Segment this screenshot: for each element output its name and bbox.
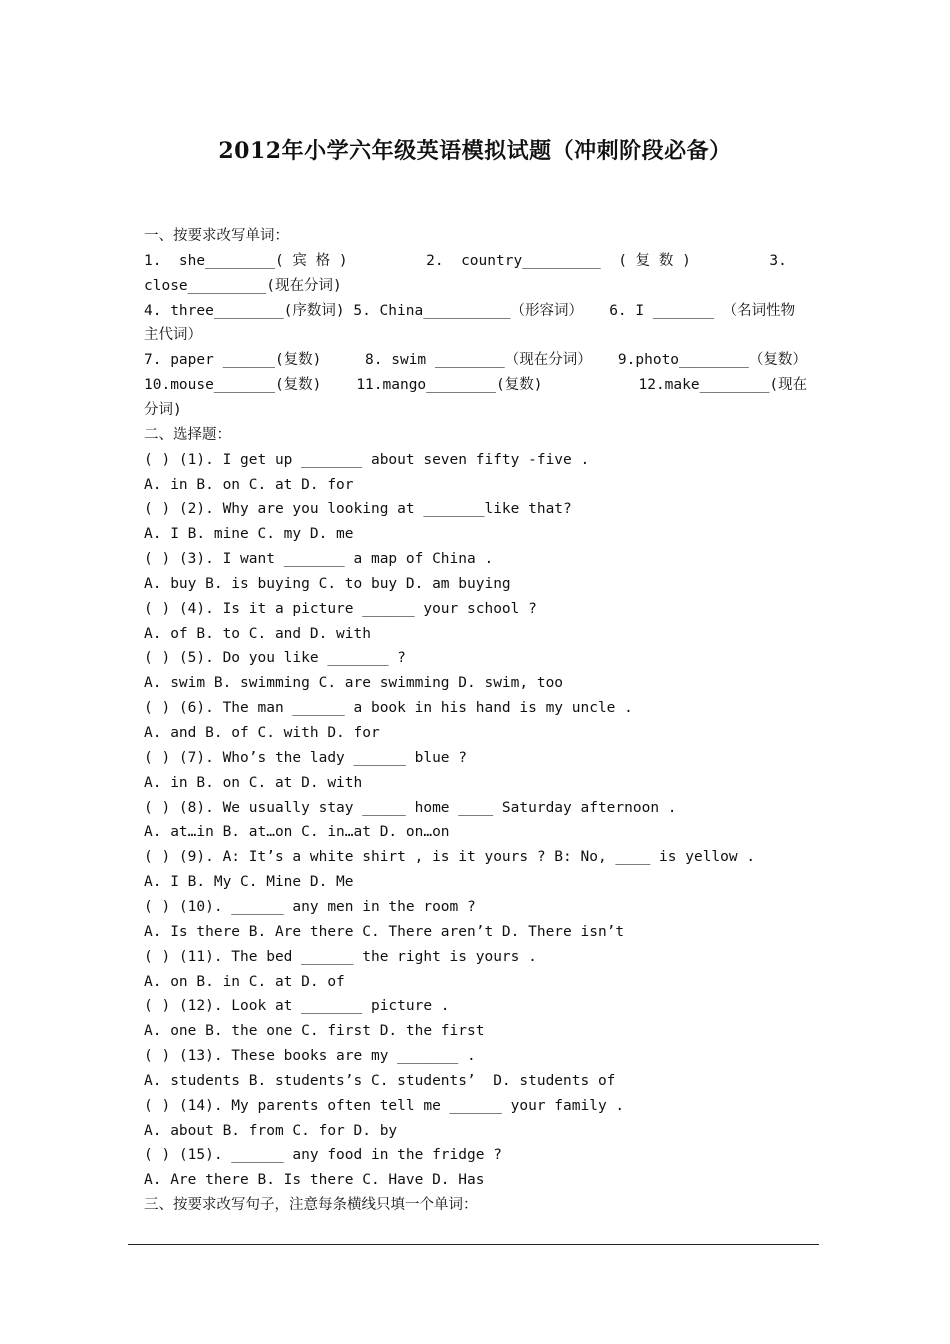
answer-options: A. Are there B. Is there C. Have D. Has [144,1172,485,1189]
text-line: 10.mouse_______(复数) 11.mango________(复数) 12.make________(现在 [144,377,808,394]
question-line: ( ) (14). My parents often tell me ______ your family . [144,1097,625,1114]
text-line: 1. she________( 宾 格 ) 2. country_________ ( 复 数 ) 3. [144,252,787,269]
answer-options: A. at…in B. at…on C. in…at D. on…on [144,824,450,841]
question-line: ( ) (6). The man ______ a book in his hand is my uncle . [144,700,633,717]
answer-options: A. students B. students’s C. students’ D. students of [144,1072,616,1089]
text-line: 分词) [144,401,182,418]
question-line: ( ) (2). Why are you looking at _______like that? [144,501,572,518]
answer-options: A. of B. to C. and D. with [144,625,371,642]
question-line: ( ) (12). Look at _______ picture . [144,998,450,1015]
question-line: ( ) (13). These books are my _______ . [144,1048,476,1065]
question-line: ( ) (1). I get up _______ about seven fifty -five . [144,451,590,468]
answer-options: A. I B. My C. Mine D. Me [144,874,354,891]
text-line: 主代词） [144,327,202,344]
answer-options: A. in B. on C. at D. for [144,476,354,493]
answer-options: A. swim B. swimming C. are swimming D. swim, too [144,675,564,692]
answer-options: A. one B. the one C. first D. the first [144,1023,485,1040]
section-heading: 三、按要求改写句子，注意每条横线只填一个单词： [144,1197,478,1214]
question-line: ( ) (9). A: It’s a white shirt , is it yours ? B: No, ____ is yellow . [144,849,756,866]
answer-options: A. I B. mine C. my D. me [144,526,354,543]
footer-rule [128,1244,819,1245]
question-line: ( ) (11). The bed ______ the right is yours . [144,948,537,965]
question-line: ( ) (5). Do you like _______ ? [144,650,406,667]
answer-options: A. and B. of C. with D. for [144,725,380,741]
question-line: ( ) (7). Who’s the lady ______ blue ? [144,749,468,766]
question-line: ( ) (15). ______ any food in the fridge ? [144,1147,502,1164]
text-line: close_________(现在分词) [144,277,342,294]
question-line: ( ) (8). We usually stay _____ home ____ Saturday afternoon . [144,799,677,816]
text-line: 7. paper ______(复数) 8. swim ________（现在分词） 9.photo________（复数） [144,352,807,369]
question-line: ( ) (10). ______ any men in the room ? [144,898,476,915]
question-line: ( ) (3). I want _______ a map of China . [144,551,494,568]
answer-options: A. about B. from C. for D. by [144,1122,398,1139]
answer-options: A. in B. on C. at D. with [144,774,363,791]
answer-options: A. Is there B. Are there C. There aren’t D. There isn’t [144,923,625,940]
answer-options: A. on B. in C. at D. of [144,973,345,990]
text-line: 4. three________(序数词) 5. China__________（形容词） 6. I _______ （名词性物 [144,302,796,319]
question-line: ( ) (4). Is it a picture ______ your school ? [144,600,537,617]
section-heading: 二、选择题： [144,426,231,443]
section-heading: 一、按要求改写单词： [144,228,289,244]
page-title: 2012年小学六年级英语模拟试题（冲刺阶段必备） [218,138,732,164]
answer-options: A. buy B. is buying C. to buy D. am buying [144,575,511,592]
